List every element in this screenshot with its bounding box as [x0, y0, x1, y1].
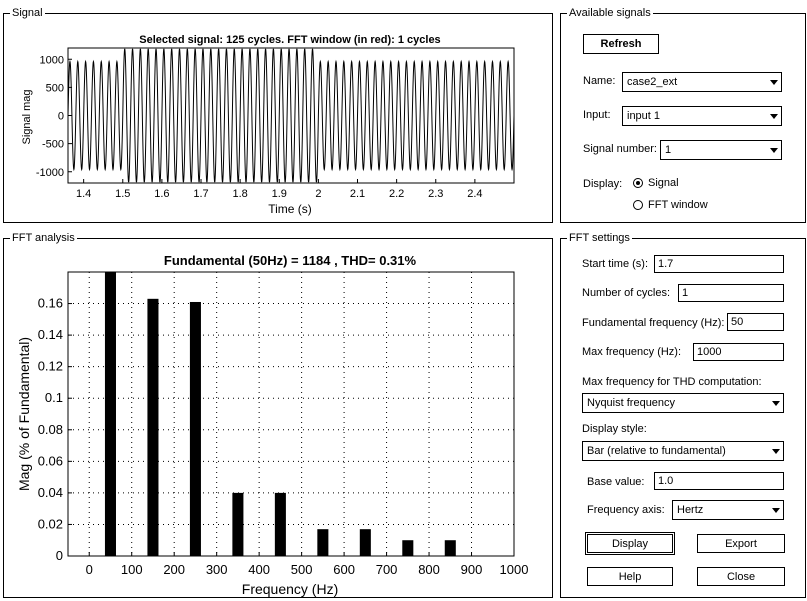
signal-x-tick-label: 1.4	[76, 188, 92, 200]
signal-x-tick-label: 2.2	[388, 188, 405, 200]
fft-bar	[105, 272, 116, 556]
input-select-value: input 1	[627, 110, 661, 122]
chevron-down-icon	[772, 401, 780, 406]
signal-x-tick-label: 2.4	[467, 188, 483, 200]
freq-axis-select-value: Hertz	[677, 504, 704, 516]
fft-y-tick-label: 0.12	[37, 358, 63, 374]
radio-signal[interactable]	[633, 178, 643, 188]
num-cycles-input[interactable]	[678, 284, 784, 302]
fft-chart-ylabel: Mag (% of Fundamental)	[16, 336, 32, 492]
display-style-select-value: Bar (relative to fundamental)	[587, 445, 726, 457]
num-cycles-label: Number of cycles:	[582, 287, 671, 299]
chevron-down-icon	[772, 449, 780, 454]
signal-number-label: Signal number:	[583, 143, 657, 155]
signal-chart-ylabel: Signal mag	[21, 89, 33, 145]
display-button[interactable]: Display	[587, 534, 673, 553]
name-label: Name:	[583, 75, 616, 87]
fft-settings-title: FFT settings	[569, 232, 630, 244]
fft-y-tick-label: 0	[55, 548, 63, 563]
fft-x-tick-label: 1000	[499, 562, 529, 577]
radio-fft-window-label[interactable]: FFT window	[648, 199, 708, 211]
fft-bar	[402, 540, 413, 556]
thd-select[interactable]	[582, 393, 784, 413]
help-button[interactable]: Help	[587, 567, 673, 586]
fft-x-tick-label: 300	[205, 562, 228, 577]
fft-y-tick-label: 0.06	[37, 453, 63, 469]
base-value-label: Base value:	[587, 476, 645, 488]
signal-number-select-value: 1	[665, 144, 672, 156]
radio-signal-label[interactable]: Signal	[648, 177, 679, 189]
fft-x-tick-label: 900	[460, 562, 483, 577]
fft-x-tick-label: 200	[163, 562, 186, 577]
thd-select-value: Nyquist frequency	[587, 397, 676, 409]
chevron-down-icon	[770, 114, 778, 119]
signal-y-tick-label: -1000	[35, 166, 64, 179]
fft-bar	[360, 529, 371, 556]
fft-bar	[317, 529, 328, 556]
signal-panel-title: Signal	[12, 7, 43, 19]
signal-x-tick-label: 1.7	[193, 188, 209, 200]
max-freq-input[interactable]	[693, 343, 784, 361]
signal-x-tick-label: 1.9	[271, 188, 287, 200]
chevron-down-icon	[770, 80, 778, 85]
signal-chart-title: Selected signal: 125 cycles. FFT window (in red): 1 cycles	[139, 34, 441, 46]
start-time-input[interactable]	[654, 255, 784, 273]
display-label: Display:	[583, 178, 623, 190]
fft-x-tick-label: 800	[418, 562, 440, 577]
signal-x-tick-label: 2	[315, 188, 322, 200]
fft-x-tick-label: 0	[85, 562, 93, 577]
fft-x-tick-label: 400	[248, 562, 270, 577]
chevron-down-icon	[770, 148, 778, 153]
fft-chart-title: Fundamental (50Hz) = 1184 , THD= 0.31%	[163, 253, 417, 268]
fft-y-tick-label: 0.1	[44, 390, 63, 406]
fft-x-tick-label: 700	[375, 562, 398, 577]
fft-bar	[147, 299, 158, 556]
fft-y-tick-label: 0.16	[37, 295, 63, 311]
name-select-value: case2_ext	[627, 76, 678, 88]
thd-label: Max frequency for THD computation:	[582, 376, 762, 388]
fund-freq-label: Fundamental frequency (Hz):	[582, 317, 725, 329]
input-label: Input:	[583, 109, 611, 121]
display-style-select[interactable]	[582, 441, 784, 461]
display-style-label: Display style:	[582, 423, 647, 435]
chevron-down-icon	[772, 508, 780, 513]
fft-plot-area	[38, 272, 529, 577]
name-select[interactable]	[622, 72, 782, 92]
export-button[interactable]: Export	[697, 534, 785, 553]
signal-chart-xlabel: Time (s)	[268, 202, 312, 216]
fund-freq-input[interactable]	[727, 313, 784, 331]
fft-chart-xlabel: Frequency (Hz)	[241, 581, 339, 597]
base-value-input[interactable]	[654, 472, 784, 490]
signal-y-tick-label: 500	[45, 82, 64, 95]
fft-bar	[232, 493, 243, 556]
signal-x-tick-label: 2.1	[349, 188, 366, 200]
close-button[interactable]: Close	[697, 567, 785, 586]
fft-y-tick-label: 0.04	[37, 484, 63, 500]
input-select[interactable]	[622, 106, 782, 126]
signal-number-select[interactable]	[660, 140, 782, 160]
fft-x-tick-label: 600	[333, 562, 355, 577]
fft-x-tick-label: 100	[120, 562, 143, 577]
freq-axis-select[interactable]	[672, 500, 784, 520]
fft-y-tick-label: 0.14	[37, 327, 63, 343]
refresh-button[interactable]: Refresh	[583, 34, 659, 54]
radio-fft-window[interactable]	[633, 200, 643, 210]
fft-y-tick-label: 0.02	[37, 516, 63, 532]
signal-x-tick-label: 1.6	[154, 188, 170, 200]
signal-y-tick-label: -500	[41, 138, 64, 151]
max-freq-label: Max frequency (Hz):	[582, 346, 682, 358]
fft-bar	[190, 302, 201, 556]
fft-bar	[445, 540, 456, 556]
signal-y-tick-label: 0	[57, 110, 64, 123]
signal-y-tick-label: 1000	[39, 54, 64, 67]
fft-plot-background	[68, 272, 514, 556]
start-time-label: Start time (s):	[582, 258, 649, 270]
freq-axis-label: Frequency axis:	[587, 504, 665, 516]
available-signals-title: Available signals	[569, 7, 651, 19]
signal-x-tick-label: 1.5	[115, 188, 131, 200]
signal-x-tick-label: 2.3	[428, 188, 444, 200]
signal-x-tick-label: 1.8	[232, 188, 248, 200]
fft-y-tick-label: 0.08	[37, 421, 63, 437]
fft-x-tick-label: 500	[290, 562, 313, 577]
fft-bar	[275, 493, 286, 556]
fft-analysis-title: FFT analysis	[12, 232, 75, 244]
